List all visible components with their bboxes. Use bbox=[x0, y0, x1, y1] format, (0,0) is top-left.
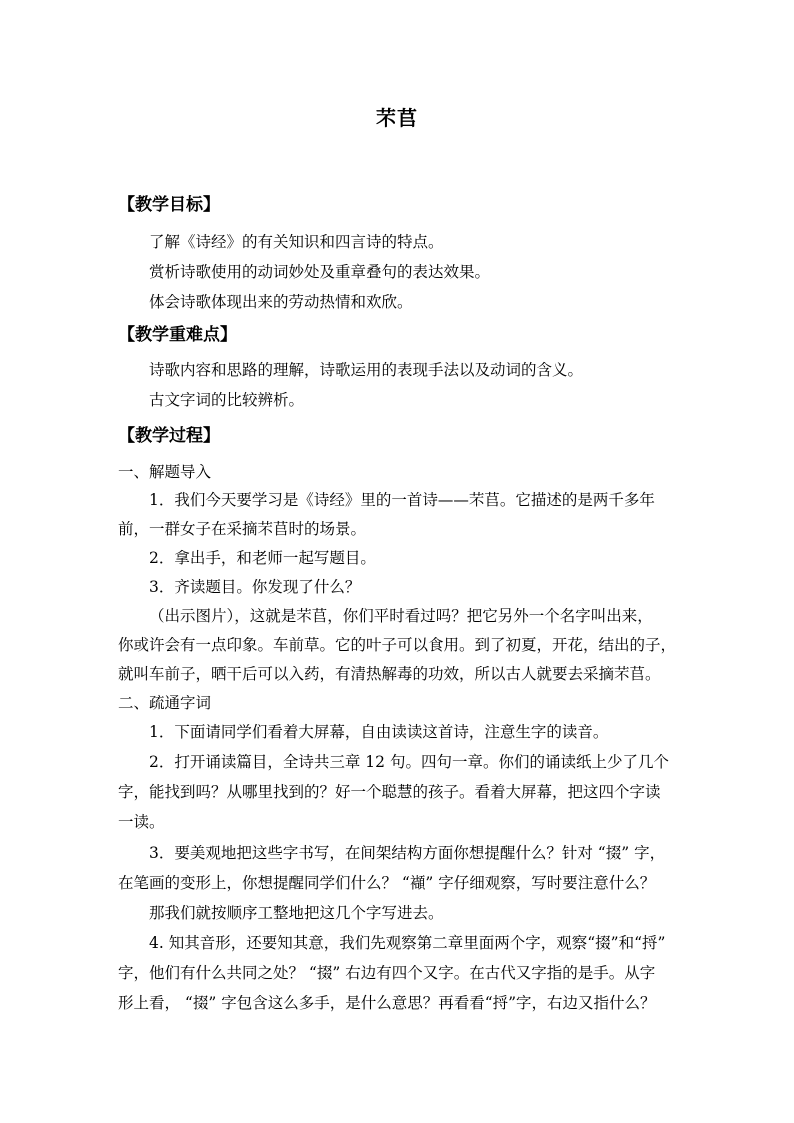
section-heading-process: 【教学过程】 bbox=[118, 426, 220, 446]
paragraph-line: 在笔画的变形上，你想提醒同学们什么？ “襭” 字仔细观察，写时要注意什么？ bbox=[118, 874, 656, 892]
paragraph-line: 2．打开诵读篇目，全诗共三章 12 句。四句一章。你们的诵读纸上少了几个 bbox=[149, 753, 669, 771]
paragraph-line: 赏析诗歌使用的动词妙处及重章叠句的表达效果。 bbox=[149, 263, 491, 281]
paragraph-line: 字，他们有什么共同之处？ “掇” 右边有四个又字。在古代又字指的是手。从字 bbox=[118, 964, 656, 982]
paragraph-line: 前，一群女子在采摘芣苢时的场景。 bbox=[118, 520, 367, 538]
paragraph-line: 你或许会有一点印象。车前草。它的叶子可以食用。到了初夏，开花，结出的子， bbox=[118, 636, 677, 654]
paragraph-line: 就叫车前子，晒干后可以入药，有清热解毒的功效，所以古人就要去采摘芣苢。 bbox=[118, 665, 661, 683]
paragraph-line: 1．下面请同学们看着大屏幕，自由读读这首诗，注意生字的读音。 bbox=[149, 723, 609, 741]
paragraph-line: 体会诗歌体现出来的劳动热情和欢欣。 bbox=[149, 293, 413, 311]
subsection-heading: 一、解题导入 bbox=[118, 463, 212, 481]
paragraph-line: 字，能找到吗？从哪里找到的？好一个聪慧的孩子。看着大屏幕，把这四个字读 bbox=[118, 783, 661, 801]
paragraph-line: 4. 知其音形，还要知其意，我们先观察第二章里面两个字，观察“掇”和“捋” bbox=[149, 934, 666, 952]
paragraph-line: 3．要美观地把这些字书写，在间架结构方面你想提醒什么？针对 “掇” 字， bbox=[149, 844, 666, 862]
subsection-heading: 二、疏通字词 bbox=[118, 694, 212, 712]
paragraph-line: （出示图片），这就是芣苢，你们平时看过吗？把它另外一个名字叫出来， bbox=[149, 607, 653, 625]
document-title: 芣苢 bbox=[376, 106, 418, 130]
paragraph-line: 了解《诗经》的有关知识和四言诗的特点。 bbox=[149, 233, 444, 251]
paragraph-line: 3．齐读题目。你发现了什么？ bbox=[149, 578, 361, 596]
section-heading-goals: 【教学目标】 bbox=[118, 195, 220, 215]
paragraph-line: 形上看， “掇” 字包含这么多手，是什么意思？再看看“捋”字，右边又指什么？ bbox=[118, 994, 656, 1012]
paragraph-line: 1．我们今天要学习是《诗经》里的一首诗——芣苢。它描述的是两千多年 bbox=[149, 491, 655, 509]
paragraph-line: 古文字词的比较辨析。 bbox=[149, 391, 305, 409]
paragraph-line: 2．拿出手，和老师一起写题目。 bbox=[149, 549, 376, 567]
paragraph-line: 那我们就按顺序工整地把这几个字写进去。 bbox=[149, 904, 444, 922]
paragraph-line: 诗歌内容和思路的理解，诗歌运用的表现手法以及动词的含义。 bbox=[149, 361, 584, 379]
paragraph-line: 一读。 bbox=[118, 813, 165, 831]
section-heading-key-points: 【教学重难点】 bbox=[118, 325, 237, 345]
